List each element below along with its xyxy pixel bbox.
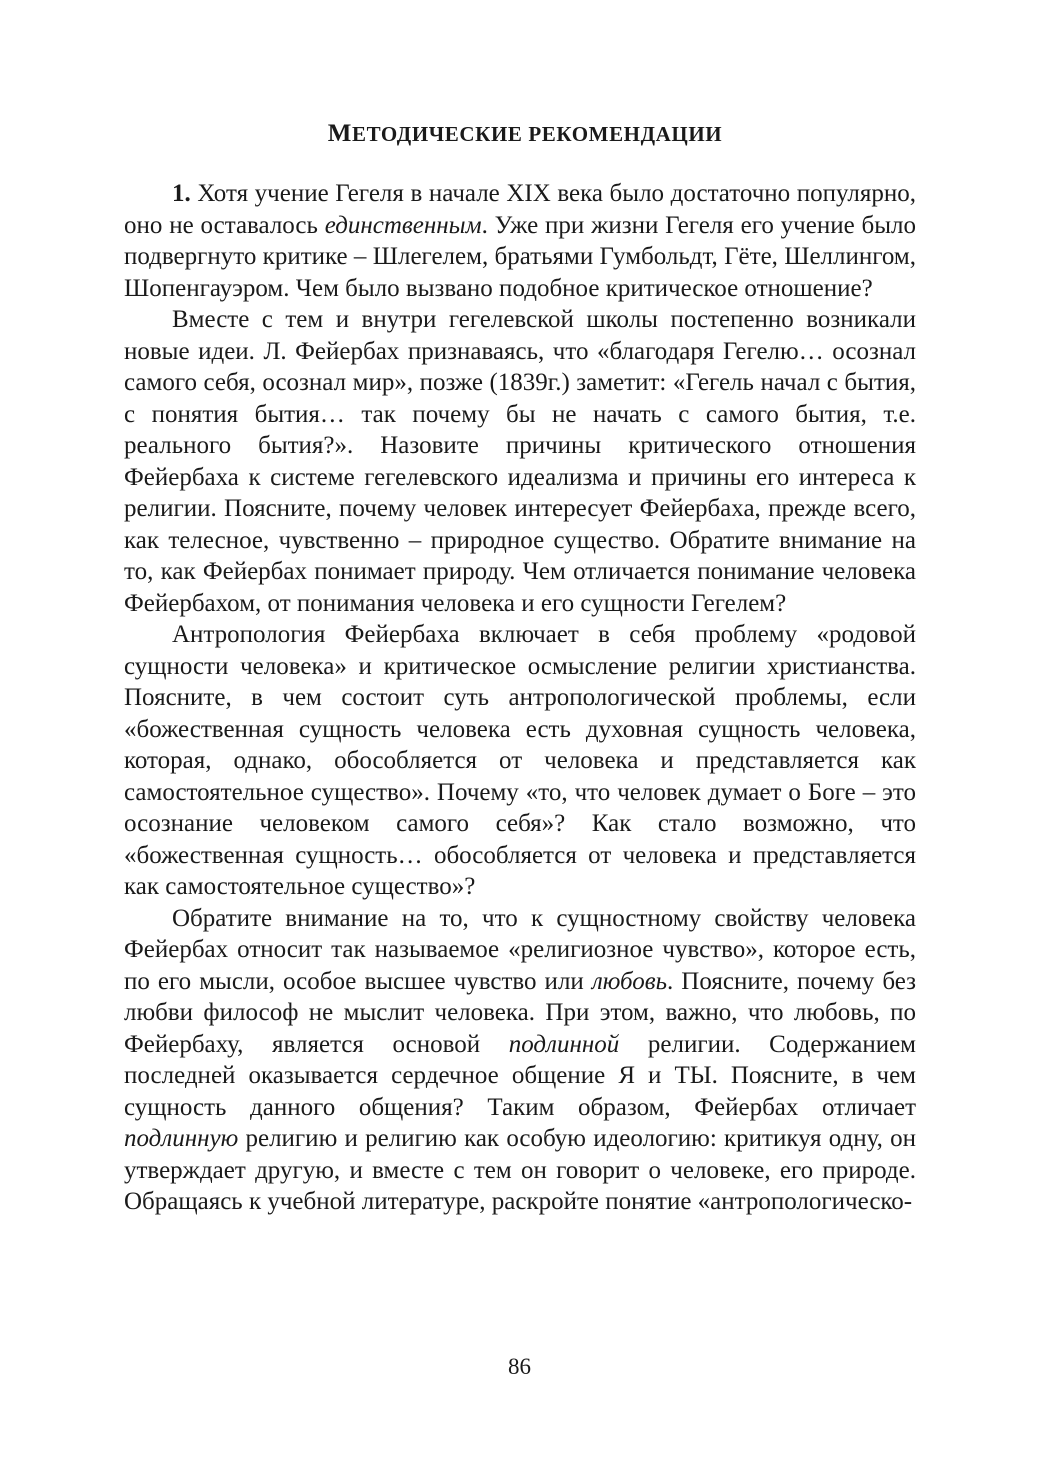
paragraph-4 (124, 903, 916, 1218)
page-number: 86 (508, 1354, 531, 1379)
heading-rest: ЕТОДИЧЕСКИЕ РЕКОМЕНДАЦИИ (351, 122, 723, 146)
paragraph-4-text-a: Обратите внимание на то, что к сущностному свойству человека Фейербах относит так называемое «религиозное чувство», которое есть, по его мысли, особое высшее чувство или (124, 904, 916, 995)
paragraph-4-text-c: религии. Содержанием последней оказывается сердечное общение Я и ТЫ. Поясните, в чем сущность данного общения? Таким образом, Фейербах отличает (124, 1030, 916, 1121)
heading-initial: М (327, 120, 352, 147)
paragraph-3: Антропология Фейербаха включает в себя проблему «родовой сущности человека» и критическое осмысление религии христианства. Поясните, в чем состоит суть антропологической проблемы, если «божественная сущность человека есть духовная сущность человека, которая, однако, обособляется от человека и представляется как самостоятельное существо». Почему «то, что человек думает о Боге – это осознание человеком самого себя»? Как стало возможно, что «божественная сущность… обособляется от человека и представляется как самостоятельное существо»? (124, 621, 916, 900)
item-number: 1. (172, 180, 191, 207)
paragraph-4-emphasis-love: любовь (591, 967, 668, 995)
paragraph-1-text-b: . Уже при жизни Гегеля его учение было подвергнуто критике – Шлегелем, братьями Гумбольдт, Гёте, Шеллингом, Шопенгауэром. Чем было вызвано подобное критическое отношение? (124, 211, 917, 302)
paragraph-1 (124, 178, 916, 304)
paragraph-4-text-b: . Поясните, почему без любви философ не мыслит человека. При этом, важно, что любовь, по Фейербаху, является основой (124, 967, 916, 1058)
page-body (124, 120, 916, 1218)
paragraph-4-emphasis-genuine-2: подлинную (124, 1125, 239, 1152)
paragraph-2: Вместе с тем и внутри гегелевской школы постепенно возникали новые идеи. Л. Фейербах признаваясь, что «благодаря Гегелю… осознал самого себя, осознал мир», позже (1839г.) заметит: «Гегель начал с бытия, с понятия бытия… так почему бы не начать с самого бытия, т.е. реального бытия?». Назовите причины критического отношения Фейербаха к системе гегелевского идеализма и причины его интереса к религии. Поясните, почему человек интересует Фейербаха, прежде всего, как телесное, чувственно – природное существо. Обратите внимание на то, как Фейербах понимает природу. Чем отличается понимание человека Фейербахом, от понимания человека и его сущности Гегелем? (124, 306, 916, 617)
paragraph-1-text-a: Хотя учение Гегеля в начале XIX века было достаточно популярно, оно не оставалось (124, 180, 916, 239)
section-heading (124, 120, 916, 148)
paragraph-4-text-d: религию и религию как особую идеологию: критикуя одну, он утверждает другую, и вместе с тем он говорит о человеке, его природе. Обращаясь к учебной литературе, раскройте понятие «антропологическо- (124, 1125, 916, 1215)
paragraph-4-emphasis-genuine: подлинной (508, 1030, 620, 1058)
paragraph-1-emphasis: единственным (324, 211, 482, 239)
